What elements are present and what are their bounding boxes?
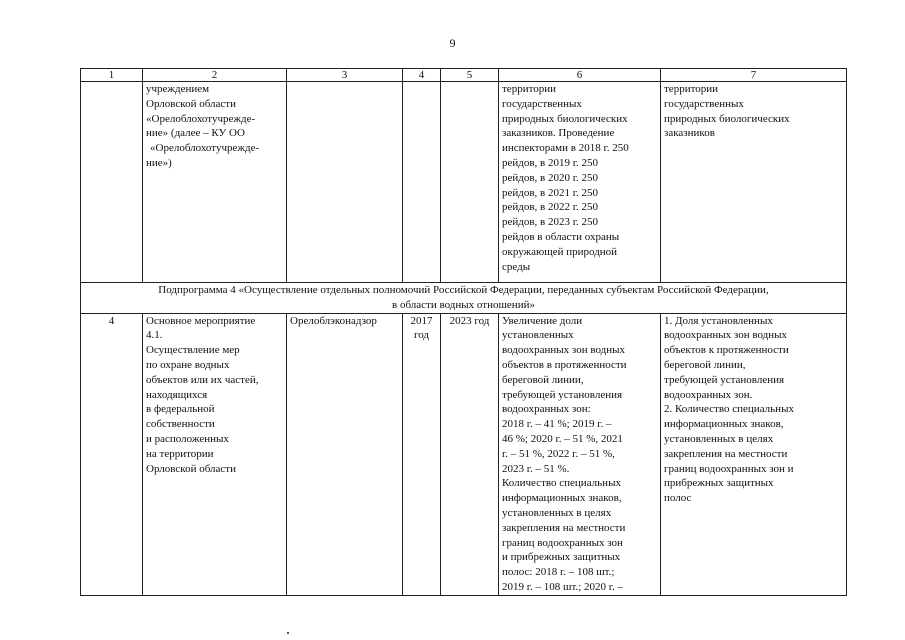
subprogram-line: в области водных отношений» xyxy=(392,298,535,311)
table-row xyxy=(81,313,847,595)
number-cell: 4 xyxy=(81,313,143,595)
column-number: 1 xyxy=(81,69,143,82)
cell-line: рейдов в области охраны xyxy=(502,230,620,243)
cell-line: рейдов, в 2019 г. 250 xyxy=(502,156,599,169)
cell-line: заказников xyxy=(664,127,715,140)
column-number-row xyxy=(81,69,847,82)
cell-line: требующей установления xyxy=(502,388,623,401)
cell-line: рейдов, в 2022 г. 250 xyxy=(502,201,599,214)
cell-line: Основное мероприятие xyxy=(146,314,256,327)
cell-line: установленных в целях xyxy=(664,432,774,445)
column-number: 3 xyxy=(287,69,403,82)
cell-line: 2017 xyxy=(410,314,433,327)
cell-line: г. – 51 %, 2022 г. – 51 %, xyxy=(502,447,615,460)
column-number: 5 xyxy=(441,69,499,82)
cell-line: на территории xyxy=(146,447,214,460)
cell-line: объектов или их частей, xyxy=(146,373,259,386)
cell-line: 2023 г. – 51 %. xyxy=(502,462,570,475)
cell-line: ние» (далее – КУ ОО xyxy=(146,127,245,140)
cell-line: водоохранных зон: xyxy=(502,403,591,416)
cell-line: и прибрежных защитных xyxy=(502,551,621,564)
cell-line: 2018 г. – 41 %; 2019 г. – xyxy=(502,418,612,431)
cell-line: установленных xyxy=(502,329,574,342)
subprogram-title xyxy=(81,283,847,314)
cell-line: окружающей природной xyxy=(502,245,618,258)
cell-line: природных биологических xyxy=(502,112,628,125)
cell-line: водоохранных зон. xyxy=(664,388,753,401)
page-number: 9 xyxy=(449,36,456,50)
cell-line: государственных xyxy=(502,97,582,110)
end-cell: 2023 год xyxy=(441,313,499,595)
scan-speck xyxy=(287,632,289,634)
cell-line: водоохранных зон водных xyxy=(664,329,788,342)
cell-line: и расположенных xyxy=(146,432,229,445)
cell-line: Орловской области xyxy=(146,97,236,110)
column-number: 7 xyxy=(661,69,847,82)
cell-line: рейдов, в 2021 г. 250 xyxy=(502,186,599,199)
cell-line: объектов к протяженности xyxy=(664,344,789,357)
cell-line: объектов в протяженности xyxy=(502,358,627,371)
cell-line: природных биологических xyxy=(664,112,790,125)
start-cell xyxy=(403,313,441,595)
cell-line: заказников. Проведение xyxy=(502,127,615,140)
cell-line: среды xyxy=(502,260,531,273)
cell-line: рейдов, в 2020 г. 250 xyxy=(502,171,599,184)
subprogram-row xyxy=(81,283,847,314)
end-cell xyxy=(441,82,499,283)
executor-cell xyxy=(143,82,287,283)
cell-line: 2. Количество специальных xyxy=(664,403,794,416)
cell-line: инспекторами в 2018 г. 250 xyxy=(502,142,629,155)
column-number: 4 xyxy=(403,69,441,82)
cell-line: Увеличение доли xyxy=(502,314,583,327)
cell-line: 4.1. xyxy=(146,329,163,342)
cell-line: информационных знаков, xyxy=(502,492,622,505)
cell-line: «Орелоблохотучрежде- xyxy=(150,142,260,155)
cell-line: Орловской области xyxy=(146,462,236,475)
cell-line: «Орелоблохотучрежде- xyxy=(146,112,256,125)
indicator-cell xyxy=(661,313,847,595)
indicator-cell xyxy=(661,82,847,283)
cell-line: территории xyxy=(502,83,557,95)
cell-line: информационных знаков, xyxy=(664,418,784,431)
column-number: 2 xyxy=(143,69,287,82)
cell-line: по охране водных xyxy=(146,358,230,371)
cell-line: находящихся xyxy=(146,388,208,401)
responsible-cell: Орелоблэконадзор xyxy=(287,313,403,595)
cell-line: полос xyxy=(664,492,692,505)
cell-line: береговой линии, xyxy=(664,358,746,371)
cell-line: границ водоохранных зон и xyxy=(664,462,794,475)
cell-line: Количество специальных xyxy=(502,477,621,490)
cell-line: 1. Доля установленных xyxy=(664,314,773,327)
cell-line: водоохранных зон водных xyxy=(502,344,626,357)
cell-line: установленных в целях xyxy=(502,506,612,519)
responsible-cell xyxy=(287,82,403,283)
measures-table xyxy=(80,68,847,596)
result-cell xyxy=(499,82,661,283)
table-row xyxy=(81,82,847,283)
start-cell xyxy=(403,82,441,283)
cell-line: 2019 г. – 108 шт.; 2020 г. – xyxy=(502,580,624,593)
cell-line: границ водоохранных зон xyxy=(502,536,623,549)
cell-line: полос: 2018 г. – 108 шт.; xyxy=(502,566,615,579)
cell-line: рейдов, в 2023 г. 250 xyxy=(502,216,599,229)
result-cell xyxy=(499,313,661,595)
subprogram-line: Подпрограмма 4 «Осуществление отдельных полномочий Российской Федерации, переданных субъектам Российской Федерации, xyxy=(158,284,769,296)
cell-line: территории xyxy=(664,83,719,95)
cell-line: Осуществление мер xyxy=(146,344,240,357)
measure-cell xyxy=(143,313,287,595)
cell-line: государственных xyxy=(664,97,744,110)
number-cell xyxy=(81,82,143,283)
cell-line: требующей установления xyxy=(664,373,785,386)
cell-line: береговой линии, xyxy=(502,373,584,386)
cell-line: ние») xyxy=(146,156,172,169)
cell-line: закрепления на местности xyxy=(502,521,626,534)
cell-line: год xyxy=(413,329,430,342)
column-number: 6 xyxy=(499,69,661,82)
cell-line: в федеральной xyxy=(146,403,215,416)
cell-line: закрепления на местности xyxy=(664,447,788,460)
cell-line: 46 %; 2020 г. – 51 %, 2021 xyxy=(502,432,623,445)
cell-line: собственности xyxy=(146,418,215,431)
cell-line: прибрежных защитных xyxy=(664,477,774,490)
cell-line: учреждением xyxy=(146,83,210,95)
